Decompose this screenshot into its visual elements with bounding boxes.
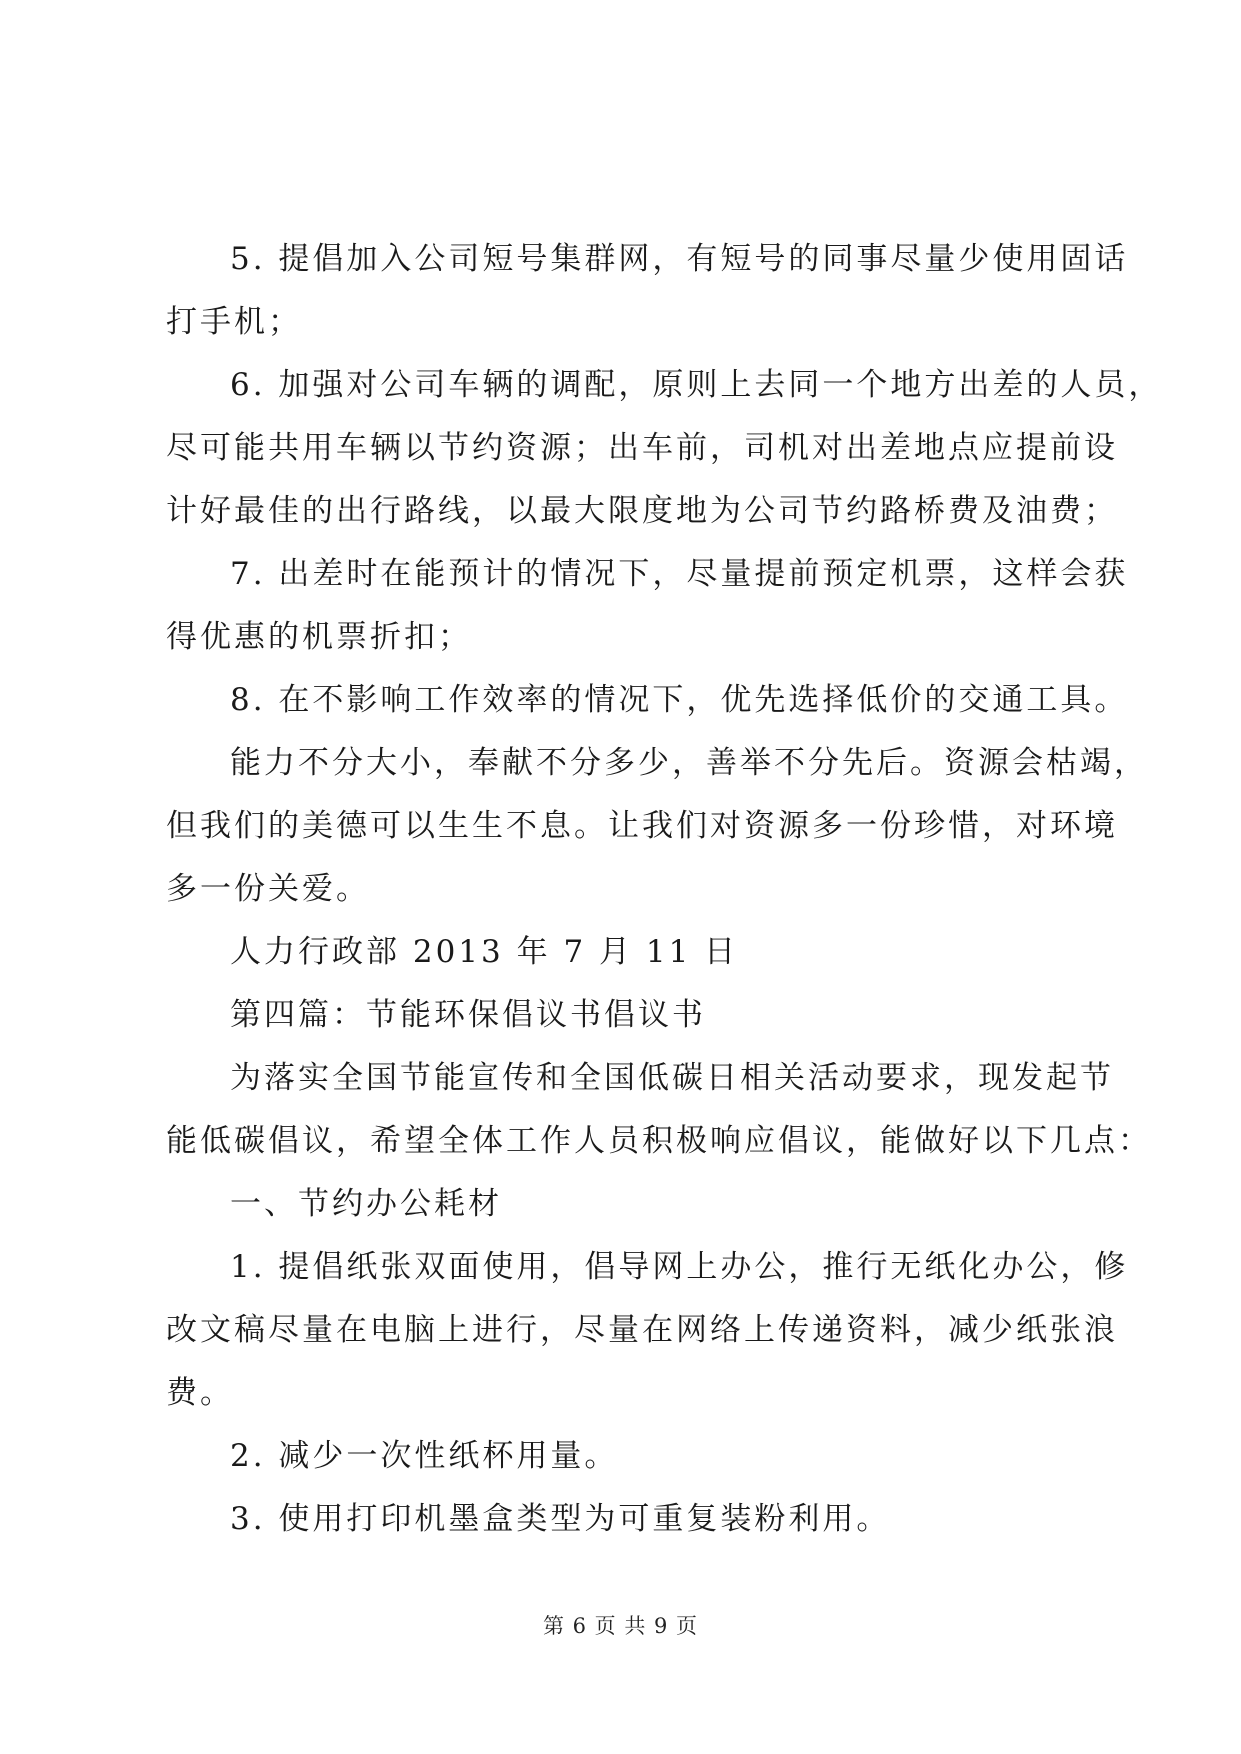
text-line: 多一份关爱。 <box>166 871 370 907</box>
text-line: 为落实全国节能宣传和全国低碳日相关活动要求，现发起节 <box>230 1060 1114 1096</box>
page-footer: 第 6 页 共 9 页 <box>542 1614 699 1638</box>
text-line: 但我们的美德可以生生不息。让我们对资源多一份珍惜，对环境 <box>166 808 1118 844</box>
text-line: 得优惠的机票折扣； <box>166 619 472 655</box>
text-line: 计好最佳的出行路线，以最大限度地为公司节约路桥费及油费； <box>166 493 1118 529</box>
text-line: 5. 提倡加入公司短号集群网，有短号的同事尽量少使用固话 <box>230 241 1129 277</box>
text-line: 2. 减少一次性纸杯用量。 <box>230 1438 619 1474</box>
text-line: 能低碳倡议，希望全体工作人员积极响应倡议，能做好以下几点： <box>166 1123 1152 1159</box>
text-line: 尽可能共用车辆以节约资源；出车前，司机对出差地点应提前设 <box>166 430 1118 466</box>
text-line: 6. 加强对公司车辆的调配，原则上去同一个地方出差的人员， <box>230 367 1163 403</box>
text-line: 3. 使用打印机墨盒类型为可重复装粉利用。 <box>230 1501 891 1537</box>
text-line: 人力行政部 2013 年 7 月 11 日 <box>230 934 739 970</box>
text-line: 能力不分大小，奉献不分多少，善举不分先后。资源会枯竭， <box>230 745 1148 781</box>
text-line: 费。 <box>166 1375 234 1411</box>
text-line: 打手机； <box>166 304 302 340</box>
text-line: 1. 提倡纸张双面使用，倡导网上办公，推行无纸化办公，修 <box>230 1249 1129 1285</box>
text-line: 8. 在不影响工作效率的情况下，优先选择低价的交通工具。 <box>230 682 1129 718</box>
text-line: 一、节约办公耗材 <box>230 1186 502 1222</box>
document-body <box>166 228 1163 1551</box>
text-line: 7. 出差时在能预计的情况下，尽量提前预定机票，这样会获 <box>230 556 1129 592</box>
text-line: 第四篇：节能环保倡议书倡议书 <box>230 997 706 1033</box>
text-line: 改文稿尽量在电脑上进行，尽量在网络上传递资料，减少纸张浪 <box>166 1312 1118 1348</box>
